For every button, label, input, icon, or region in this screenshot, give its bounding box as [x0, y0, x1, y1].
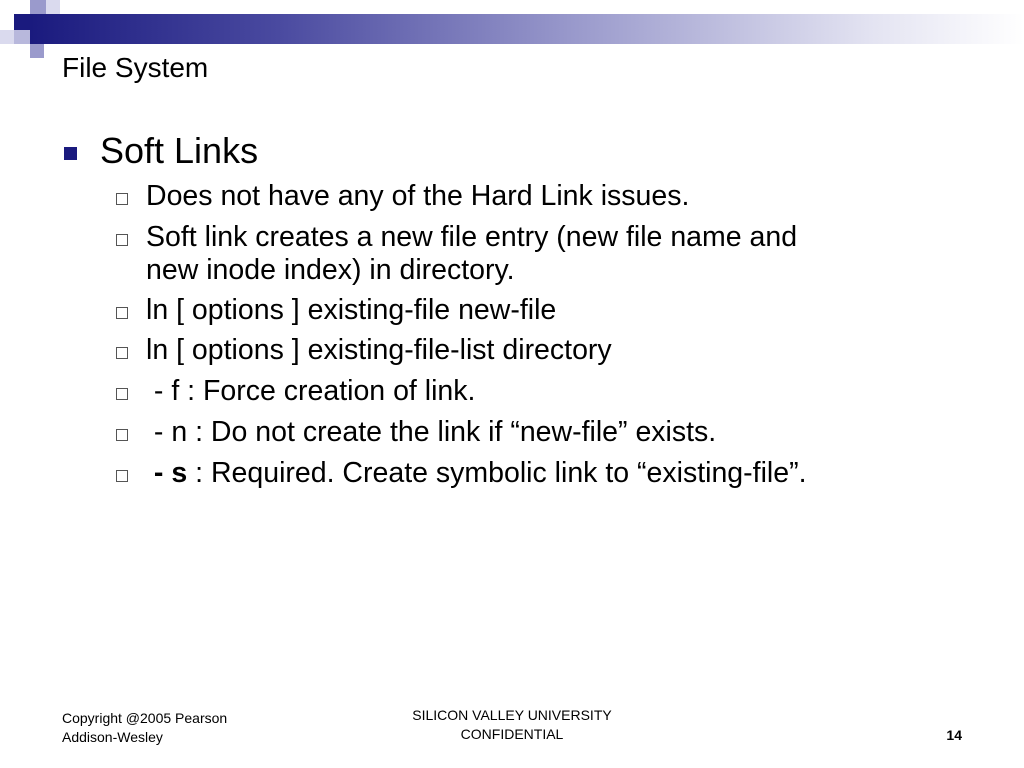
footer-copyright-line: Addison-Wesley — [62, 729, 163, 745]
footer-copyright — [62, 709, 227, 747]
hollow-square-bullet-icon — [116, 347, 128, 359]
footer-center-line: CONFIDENTIAL — [460, 726, 564, 742]
bullet-item — [146, 457, 807, 490]
decor-square — [14, 14, 30, 30]
decor-square — [46, 0, 60, 14]
hollow-square-bullet-icon — [116, 470, 128, 482]
footer-copyright-line: Copyright @2005 Pearson — [62, 710, 228, 726]
bullet-item: - f : Force creation of link. — [146, 375, 476, 407]
decor-square — [30, 44, 44, 58]
bullet-item — [146, 221, 797, 287]
bullet-item: - n : Do not create the link if “new-file” exists. — [146, 416, 717, 448]
bullet-item: ln [ options ] existing-file-list directory — [146, 334, 612, 366]
bullet-item: Does not have any of the Hard Link issues. — [146, 180, 690, 212]
bullet-item-text: : Required. Create symbolic link to “existing-file”. — [187, 457, 807, 489]
header-gradient-bar — [30, 14, 1024, 44]
square-bullet-icon — [64, 147, 77, 160]
footer-center-line: SILICON VALLEY UNIVERSITY — [412, 707, 612, 723]
decor-square — [14, 30, 30, 44]
decor-square — [30, 0, 46, 14]
hollow-square-bullet-icon — [116, 234, 128, 246]
slide-title: File System — [62, 52, 209, 83]
hollow-square-bullet-icon — [116, 307, 128, 319]
bullet-item: ln [ options ] existing-file new-file — [146, 294, 557, 326]
hollow-square-bullet-icon — [116, 193, 128, 205]
footer-confidential — [362, 706, 662, 744]
hollow-square-bullet-icon — [116, 429, 128, 441]
bullet-item-line: new inode index) in directory. — [146, 254, 515, 286]
bullet-item-bold: - s — [146, 457, 188, 489]
hollow-square-bullet-icon — [116, 388, 128, 400]
bullet-item-line: Soft link creates a new file entry (new file name and — [146, 221, 798, 253]
slide-heading: Soft Links — [100, 130, 259, 171]
page-number: 14 — [946, 727, 962, 743]
decor-square — [0, 30, 14, 44]
